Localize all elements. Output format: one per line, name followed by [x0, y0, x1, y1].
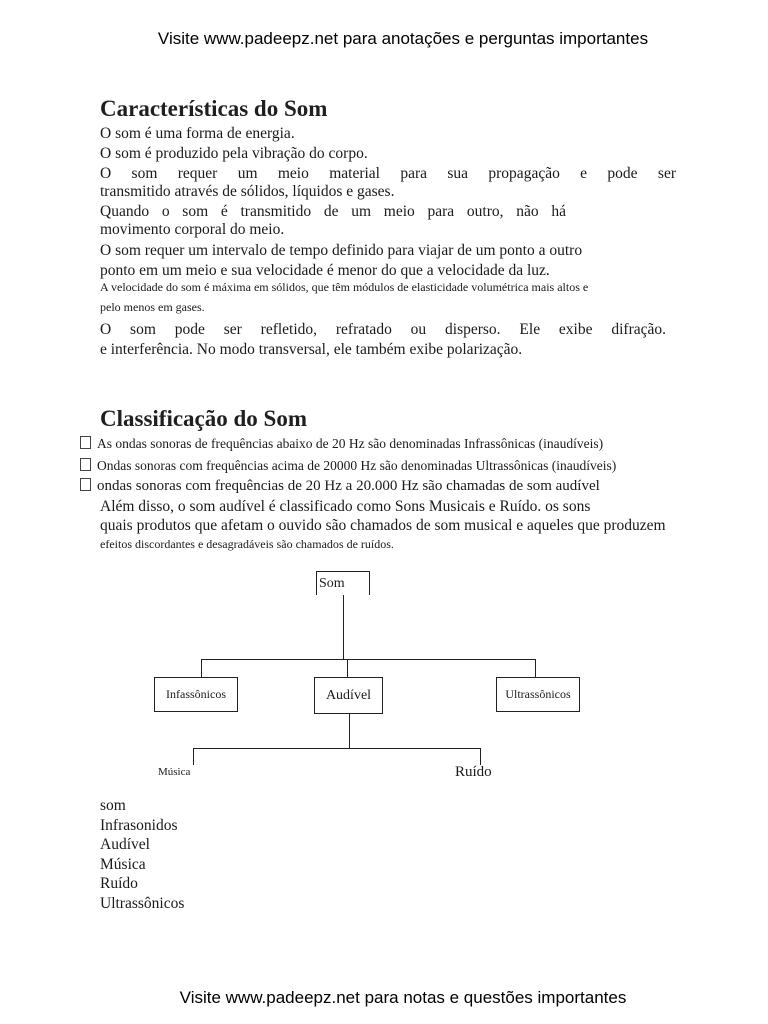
list-item: Música: [100, 856, 146, 873]
connector-line: [193, 748, 194, 765]
text-line: O som pode ser refletido, refratado ou disperso. Ele exibe difração.: [100, 321, 666, 338]
section-title-classification: Classificação do Som: [100, 406, 307, 431]
node-musica: Música: [158, 766, 191, 778]
node-som: Som: [316, 571, 370, 595]
text-line: O som requer um meio material para sua propagação e pode ser: [100, 165, 676, 182]
list-item: Audível: [100, 836, 150, 853]
connector-line: [349, 714, 350, 748]
checkbox-icon: [80, 458, 91, 471]
header-banner: Visite www.padeepz.net para anotações e perguntas importantes: [157, 29, 649, 48]
text-line-small: efeitos discordantes e desagradáveis são chamados de ruídos.: [100, 537, 394, 551]
node-ruido: Ruído: [455, 764, 492, 780]
bullet-text: ondas sonoras com frequências de 20 Hz a 20.000 Hz são chamadas de som audível: [97, 478, 600, 494]
text-line: transmitido através de sólidos, líquidos e gases.: [100, 183, 395, 200]
text-line: O som é uma forma de energia.: [100, 125, 295, 142]
connector-line: [535, 659, 536, 677]
list-item: Infrasonidos: [100, 817, 178, 834]
node-ultrassonicos: Ultrassônicos: [496, 677, 580, 712]
bullet-text: As ondas sonoras de frequências abaixo de 20 Hz são denominadas Infrassônicas (inaudíveis): [97, 436, 604, 451]
connector-line: [201, 659, 202, 677]
list-item: Ruído: [100, 875, 138, 892]
text-line: quais produtos que afetam o ouvido são chamados de som musical e aqueles que produzem: [100, 517, 666, 534]
node-audivel: Audível: [314, 677, 383, 714]
checkbox-icon: [80, 478, 91, 491]
bullet-text: Ondas sonoras com frequências acima de 20000 Hz são denominadas Ultrassônicas (inaudíveis): [97, 458, 617, 473]
connector-line: [480, 748, 481, 765]
checkbox-icon: [80, 436, 91, 449]
list-item: som: [100, 797, 126, 814]
connector-line: [193, 748, 481, 749]
section-title-characteristics: Características do Som: [100, 96, 328, 121]
list-item: Ultrassônicos: [100, 895, 185, 912]
connector-line: [347, 659, 348, 677]
node-infrassonicos: Infassônicos: [154, 677, 238, 712]
text-line: Além disso, o som audível é classificado como Sons Musicais e Ruído. os sons: [100, 498, 591, 515]
bullet-item: [80, 457, 616, 474]
bullet-item: [80, 478, 600, 495]
text-line: Quando o som é transmitido de um meio para outro, não há: [100, 203, 566, 220]
text-line: e interferência. No modo transversal, ele também exibe polarização.: [100, 341, 523, 358]
text-line-small: A velocidade do som é máxima em sólidos, que têm módulos de elasticidade volumétrica mais altos e: [100, 280, 589, 294]
footer-banner: Visite www.padeepz.net para notas e questões importantes: [179, 988, 627, 1007]
text-line: movimento corporal do meio.: [100, 221, 285, 238]
text-line: O som é produzido pela vibração do corpo.: [100, 145, 368, 162]
connector-line: [343, 595, 344, 660]
text-line-small: pelo menos em gases.: [100, 300, 205, 314]
bullet-item: [80, 435, 603, 452]
connector-line: [201, 659, 535, 660]
text-line: ponto em um meio e sua velocidade é menor do que a velocidade da luz.: [100, 262, 550, 279]
text-line: O som requer um intervalo de tempo definido para viajar de um ponto a outro: [100, 242, 583, 259]
